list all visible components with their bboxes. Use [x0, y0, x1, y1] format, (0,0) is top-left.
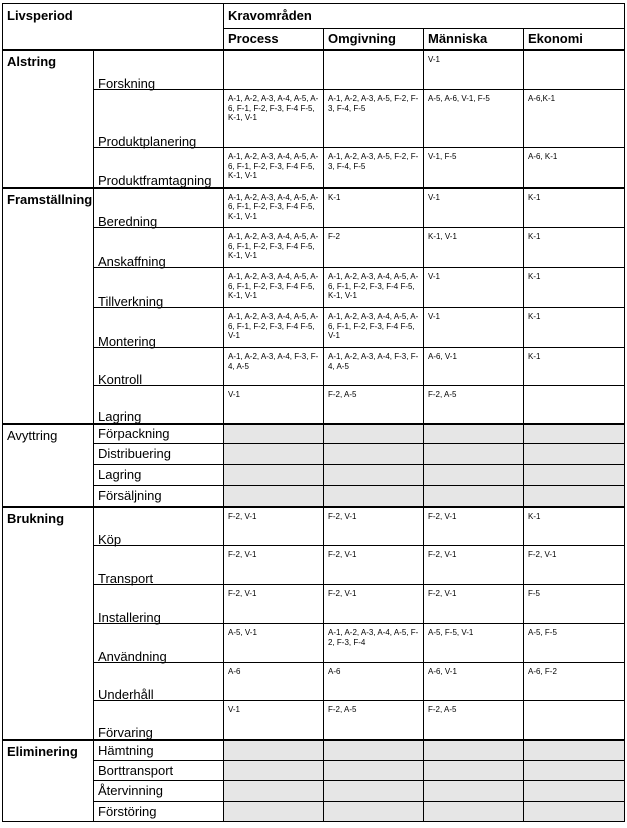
cell-omgivning: F-2, A-5 — [324, 701, 424, 740]
cell-manniska — [424, 802, 524, 822]
table-row — [3, 465, 625, 486]
subphase-label: Underhåll — [94, 663, 224, 701]
table-row — [3, 148, 625, 188]
cell-ekonomi — [524, 424, 625, 444]
cell-omgivning: F-2, V-1 — [324, 585, 424, 624]
cell-omgivning: F-2, V-1 — [324, 507, 424, 546]
cell-ekonomi: K-1 — [524, 268, 625, 308]
table-row — [3, 761, 625, 781]
cell-omgivning: F-2 — [324, 228, 424, 268]
table-row — [3, 188, 625, 228]
cell-omgivning: A-1, A-2, A-3, A-4, A-5, A-6, F-1, F-2, F-3, F-4 F-5, K-1, V-1 — [324, 268, 424, 308]
cell-process — [224, 761, 324, 781]
cell-process: V-1 — [224, 386, 324, 424]
cell-process: A-1, A-2, A-3, A-4, A-5, A-6, F-1, F-2, F-3, F-4 F-5, K-1, V-1 — [224, 228, 324, 268]
cell-process: A-1, A-2, A-3, A-4, A-5, A-6, F-1, F-2, F-3, F-4 F-5, K-1, V-1 — [224, 188, 324, 228]
cell-manniska — [424, 740, 524, 761]
cell-omgivning — [324, 781, 424, 802]
cell-ekonomi — [524, 701, 625, 740]
cell-process: A-1, A-2, A-3, A-4, F-3, F-4, A-5 — [224, 348, 324, 386]
cell-process: A-1, A-2, A-3, A-4, A-5, A-6, F-1, F-2, F-3, F-4 F-5, K-1, V-1 — [224, 268, 324, 308]
cell-ekonomi: A-6, F-2 — [524, 663, 625, 701]
category-label: Alstring — [3, 50, 94, 188]
cell-ekonomi — [524, 781, 625, 802]
table-row — [3, 624, 625, 663]
subphase-label: Borttransport — [94, 761, 224, 781]
column-header-process: Process — [224, 29, 324, 50]
cell-ekonomi: A-6,K-1 — [524, 90, 625, 148]
cell-omgivning — [324, 465, 424, 486]
cell-ekonomi: F-5 — [524, 585, 625, 624]
cell-ekonomi — [524, 486, 625, 507]
cell-ekonomi — [524, 50, 625, 90]
cell-ekonomi — [524, 465, 625, 486]
category-label: Eliminering — [3, 740, 94, 822]
cell-omgivning — [324, 424, 424, 444]
cell-omgivning — [324, 50, 424, 90]
cell-process — [224, 465, 324, 486]
table-row — [3, 585, 625, 624]
subphase-label: Transport — [94, 546, 224, 585]
cell-manniska: A-6, V-1 — [424, 663, 524, 701]
header-kravomraden: Kravområden — [224, 4, 625, 29]
cell-manniska: A-5, F-5, V-1 — [424, 624, 524, 663]
cell-ekonomi: A-6, K-1 — [524, 148, 625, 188]
cell-omgivning — [324, 740, 424, 761]
cell-process — [224, 486, 324, 507]
cell-ekonomi — [524, 802, 625, 822]
subphase-label: Förstöring — [94, 802, 224, 822]
cell-ekonomi: K-1 — [524, 228, 625, 268]
cell-manniska — [424, 424, 524, 444]
cell-manniska: V-1 — [424, 188, 524, 228]
cell-manniska: F-2, A-5 — [424, 701, 524, 740]
cell-process: A-1, A-2, A-3, A-4, A-5, A-6, F-1, F-2, F-3, F-4 F-5, K-1, V-1 — [224, 148, 324, 188]
cell-process: F-2, V-1 — [224, 546, 324, 585]
table-row — [3, 386, 625, 424]
cell-ekonomi — [524, 761, 625, 781]
cell-omgivning: A-1, A-2, A-3, A-5, F-2, F-3, F-4, F-5 — [324, 148, 424, 188]
table-row — [3, 486, 625, 507]
table-row — [3, 546, 625, 585]
table-row — [3, 507, 625, 546]
table-row — [3, 424, 625, 444]
subphase-label: Beredning — [94, 188, 224, 228]
subphase-label: Försäljning — [94, 486, 224, 507]
cell-omgivning: K-1 — [324, 188, 424, 228]
cell-process — [224, 444, 324, 465]
cell-manniska: F-2, V-1 — [424, 507, 524, 546]
cell-manniska: V-1 — [424, 268, 524, 308]
subphase-label: Distribuering — [94, 444, 224, 465]
cell-process: A-1, A-2, A-3, A-4, A-5, A-6, F-1, F-2, F-3, F-4 F-5, V-1 — [224, 308, 324, 348]
cell-manniska: A-6, V-1 — [424, 348, 524, 386]
cell-omgivning — [324, 761, 424, 781]
cell-process: A-5, V-1 — [224, 624, 324, 663]
cell-omgivning: A-1, A-2, A-3, A-4, F-3, F-4, A-5 — [324, 348, 424, 386]
cell-ekonomi: F-2, V-1 — [524, 546, 625, 585]
subphase-label: Forskning — [94, 50, 224, 90]
cell-manniska: A-5, A-6, V-1, F-5 — [424, 90, 524, 148]
subphase-label: Anskaffning — [94, 228, 224, 268]
cell-process: V-1 — [224, 701, 324, 740]
cell-manniska: V-1 — [424, 50, 524, 90]
cell-omgivning: A-1, A-2, A-3, A-4, A-5, A-6, F-1, F-2, F-3, F-4 F-5, V-1 — [324, 308, 424, 348]
cell-manniska — [424, 761, 524, 781]
cell-ekonomi: K-1 — [524, 348, 625, 386]
cell-ekonomi — [524, 740, 625, 761]
cell-process — [224, 740, 324, 761]
table-body — [3, 4, 625, 822]
cell-ekonomi: K-1 — [524, 507, 625, 546]
table-row — [3, 663, 625, 701]
subphase-label: Kontroll — [94, 348, 224, 386]
subphase-label: Lagring — [94, 386, 224, 424]
table-row — [3, 308, 625, 348]
subphase-label: Återvinning — [94, 781, 224, 802]
table-row — [3, 740, 625, 761]
header-livsperiod: Livsperiod — [3, 4, 224, 50]
cell-ekonomi: A-5, F-5 — [524, 624, 625, 663]
cell-manniska — [424, 465, 524, 486]
cell-process — [224, 424, 324, 444]
table-row — [3, 90, 625, 148]
cell-omgivning: A-1, A-2, A-3, A-5, F-2, F-3, F-4, F-5 — [324, 90, 424, 148]
column-header-manniska: Människa — [424, 29, 524, 50]
subphase-label: Tillverkning — [94, 268, 224, 308]
cell-ekonomi — [524, 386, 625, 424]
column-header-ekonomi: Ekonomi — [524, 29, 625, 50]
table-row — [3, 268, 625, 308]
cell-manniska: F-2, A-5 — [424, 386, 524, 424]
subphase-label: Förvaring — [94, 701, 224, 740]
subphase-label: Hämtning — [94, 740, 224, 761]
cell-manniska: F-2, V-1 — [424, 546, 524, 585]
subphase-label: Lagring — [94, 465, 224, 486]
cell-ekonomi — [524, 444, 625, 465]
category-label: Brukning — [3, 507, 94, 740]
cell-omgivning — [324, 802, 424, 822]
table-row — [3, 802, 625, 822]
cell-process — [224, 781, 324, 802]
cell-process: A-1, A-2, A-3, A-4, A-5, A-6, F-1, F-2, F-3, F-4 F-5, K-1, V-1 — [224, 90, 324, 148]
category-label: Avyttring — [3, 424, 94, 507]
table-row — [3, 228, 625, 268]
cell-omgivning: F-2, V-1 — [324, 546, 424, 585]
cell-omgivning — [324, 444, 424, 465]
cell-manniska: K-1, V-1 — [424, 228, 524, 268]
cell-manniska: F-2, V-1 — [424, 585, 524, 624]
subphase-label: Produktframtagning — [94, 148, 224, 188]
requirements-table — [2, 3, 625, 822]
table-row — [3, 701, 625, 740]
column-header-omgivning: Omgivning — [324, 29, 424, 50]
cell-manniska: V-1 — [424, 308, 524, 348]
table-row — [3, 348, 625, 386]
table-row — [3, 444, 625, 465]
cell-omgivning: A-1, A-2, A-3, A-4, A-5, F-2, F-3, F-4 — [324, 624, 424, 663]
cell-process — [224, 802, 324, 822]
cell-process: A-6 — [224, 663, 324, 701]
subphase-label: Förpackning — [94, 424, 224, 444]
subphase-label: Produktplanering — [94, 90, 224, 148]
cell-manniska — [424, 781, 524, 802]
subphase-label: Montering — [94, 308, 224, 348]
category-label: Framställning — [3, 188, 94, 424]
cell-process: F-2, V-1 — [224, 585, 324, 624]
subphase-label: Installering — [94, 585, 224, 624]
table-row — [3, 781, 625, 802]
cell-process: F-2, V-1 — [224, 507, 324, 546]
cell-ekonomi: K-1 — [524, 188, 625, 228]
cell-omgivning: A-6 — [324, 663, 424, 701]
cell-manniska — [424, 486, 524, 507]
cell-omgivning: F-2, A-5 — [324, 386, 424, 424]
subphase-label: Köp — [94, 507, 224, 546]
cell-omgivning — [324, 486, 424, 507]
table-row — [3, 50, 625, 90]
cell-manniska: V-1, F-5 — [424, 148, 524, 188]
subphase-label: Användning — [94, 624, 224, 663]
cell-process — [224, 50, 324, 90]
cell-manniska — [424, 444, 524, 465]
cell-ekonomi: K-1 — [524, 308, 625, 348]
